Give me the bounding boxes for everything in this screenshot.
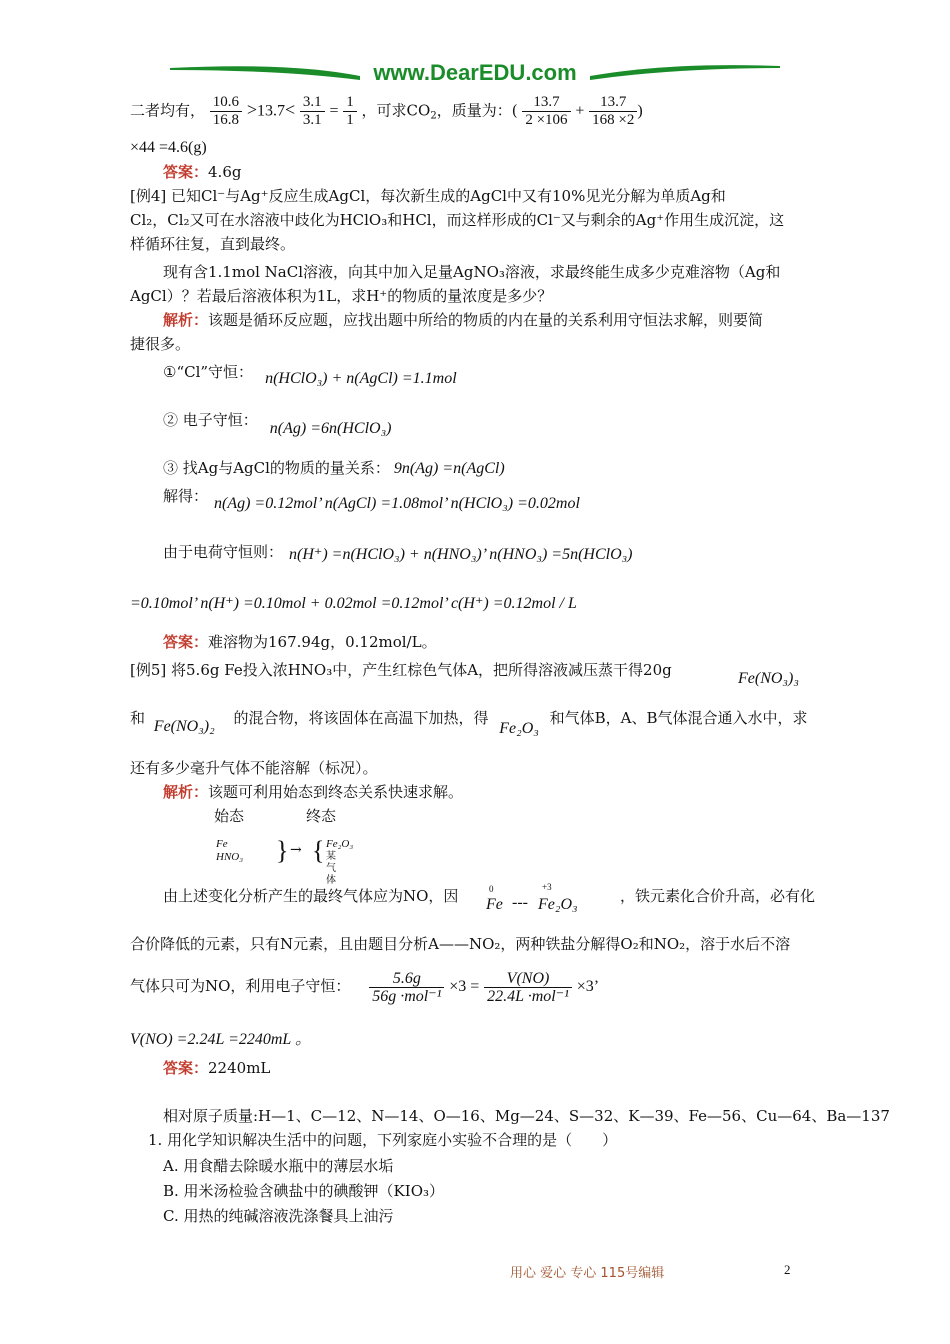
atomic-masses: 相对原子质量:H—1、C—12、N—14、O—16、Mg—24、S—32、K—39、Fe—56、Cu—64、Ba—137 bbox=[163, 1107, 890, 1125]
example-4-line-5: AgCl）？若最后溶液体积为1L，求H⁺的物质的量浓度是多少？ bbox=[130, 287, 553, 305]
step-ag-relation: ③ 找Ag与AgCl的物质的量关系： 9n(Ag) =n(AgCl) bbox=[163, 459, 505, 477]
step-electron-conservation: ② 电子守恒： n(Ag) =6n(HClO₃) bbox=[163, 411, 392, 437]
question-1-option-c: C. 用热的纯碱溶液洗涤餐具上油污 bbox=[163, 1207, 394, 1225]
example-5-line-2: 和 Fe(NO₃)₂ 的混合物，将该固体在高温下加热，得 Fe₂O₃ 和气体B，A、B气体混合通入水中，求 bbox=[130, 709, 808, 737]
oxidation-notation: 0 Fe --- +3 Fe₂O₃ bbox=[486, 882, 578, 913]
start-fe: Fe bbox=[216, 838, 228, 850]
formula-fe-no3-3: Fe(NO₃)₃ bbox=[738, 670, 799, 687]
question-1-option-a: A. 用食醋去除暖水瓶中的薄层水垢 bbox=[163, 1157, 394, 1175]
start-hno3: HNO₃ bbox=[216, 851, 244, 863]
example-4-line-3: 样循环往复，直到最终。 bbox=[130, 235, 296, 253]
example-4-line-4: 现有含1.1mol NaCl溶液，向其中加入足量AgNO₃溶液，求最终能生成多少克难溶物（Ag和 bbox=[163, 263, 781, 281]
step-solve-formula: n(Ag) =0.12mol’ n(AgCl) =1.08mol’ n(HClO₃) =0.02mol bbox=[214, 495, 580, 512]
analysis-1: 解析：该题是循环反应题，应找出题中所给的物质的内在量的关系利用守恒法求解，则要简 bbox=[163, 311, 764, 329]
example-5-line-3: 还有多少毫升气体不能溶解（标况）。 bbox=[130, 759, 378, 777]
answer-3: 答案：2240mL bbox=[163, 1059, 271, 1077]
step-solve: 解得： bbox=[163, 487, 209, 505]
line-mass-result: ×44 =4.6(g) bbox=[130, 139, 207, 156]
paragraph-line-1: 由上述变化分析产生的最终气体应为NO，因 bbox=[163, 887, 459, 905]
logo-text: www.DearEDU.com bbox=[373, 60, 577, 85]
step-cl-conservation: ①“Cl”守恒： n(HClO₃) + n(AgCl) =1.1mol bbox=[163, 363, 457, 387]
analysis-1-cont: 捷很多。 bbox=[130, 335, 191, 353]
paragraph-line-4: V(NO) =2.24L =2240mL 。 bbox=[130, 1031, 312, 1048]
analysis-2: 解析：该题可利用始态到终态关系快速求解。 bbox=[163, 783, 464, 801]
logo-swoosh bbox=[170, 58, 780, 88]
site-logo bbox=[170, 58, 780, 88]
example-4-line-1: [例4] 已知Cl⁻与Ag⁺反应生成AgCl，每次新生成的AgCl中又有10%见光分解为单质Ag和 bbox=[130, 187, 726, 205]
step-final-formula: =0.10mol’ n(H⁺) =0.10mol + 0.02mol =0.12mol’ c(H⁺) =0.12mol / L bbox=[130, 595, 577, 612]
transition-arrow: → bbox=[290, 842, 302, 858]
end-fe2o3: Fe₂O₃ bbox=[326, 838, 354, 850]
example-4-line-2: Cl₂，Cl₂又可在水溶液中歧化为HClO₃和HCl，而这样形成的Cl⁻又与剩余的Ag⁺作用生成沉淀，这 bbox=[130, 211, 785, 229]
step-charge-conservation: 由于电荷守恒则： n(H⁺) =n(HClO₃) + n(HNO₃)’ n(HNO₃) =5n(HClO₃) bbox=[163, 543, 633, 563]
paragraph-line-1-end: ，铁元素化合价升高，必有化 bbox=[620, 887, 816, 905]
paragraph-line-3: 气体只可为NO，利用电子守恒： $\frac{5.6g}{\text{56g ·mol⁻¹}}$ ×3 = $\frac{V(NO)}{\text{22.4L ·mol⁻¹}}$ ×3’ bbox=[130, 969, 600, 1005]
example-5-line-1: [例5] 将5.6g Fe投入浓HNO₃中，产生红棕色气体A，把所得溶液减压蒸干得20g bbox=[130, 661, 672, 679]
question-1-option-b: B. 用米汤检验含碘盐中的碘酸钾（KIO₃） bbox=[163, 1182, 445, 1200]
paragraph-line-2: 合价降低的元素，只有N元素，且由题目分析A——NO₂，两种铁盐分解得O₂和NO₂，溶于水后不溶 bbox=[130, 935, 791, 953]
question-1-stem: 1. 用化学知识解决生活中的问题，下列家庭小实验不合理的是（ ） bbox=[148, 1131, 618, 1149]
state-end-label: 终态 bbox=[306, 807, 337, 825]
end-gas: 某气体 bbox=[326, 851, 336, 886]
state-start-label: 始态 bbox=[214, 807, 245, 825]
footer-text: 用心 爱心 专心 115号编辑 bbox=[510, 1266, 665, 1281]
answer-2: 答案：难溶物为167.94g，0.12mol/L。 bbox=[163, 633, 437, 651]
line-ratio: 二者均有， $\frac{10.6}{16.8}$ >13.7< $\frac{3.1}{3.1}$ = $\frac{1}{1}$ ，可求$CO_2$，质量为：( $\frac{13.7}{2 \times 106}$ + $\frac{13.7}{168 \times 2}$ ) bbox=[130, 94, 643, 128]
answer-1: 答案：4.6g bbox=[163, 163, 242, 181]
page-number: 2 bbox=[784, 1262, 791, 1277]
